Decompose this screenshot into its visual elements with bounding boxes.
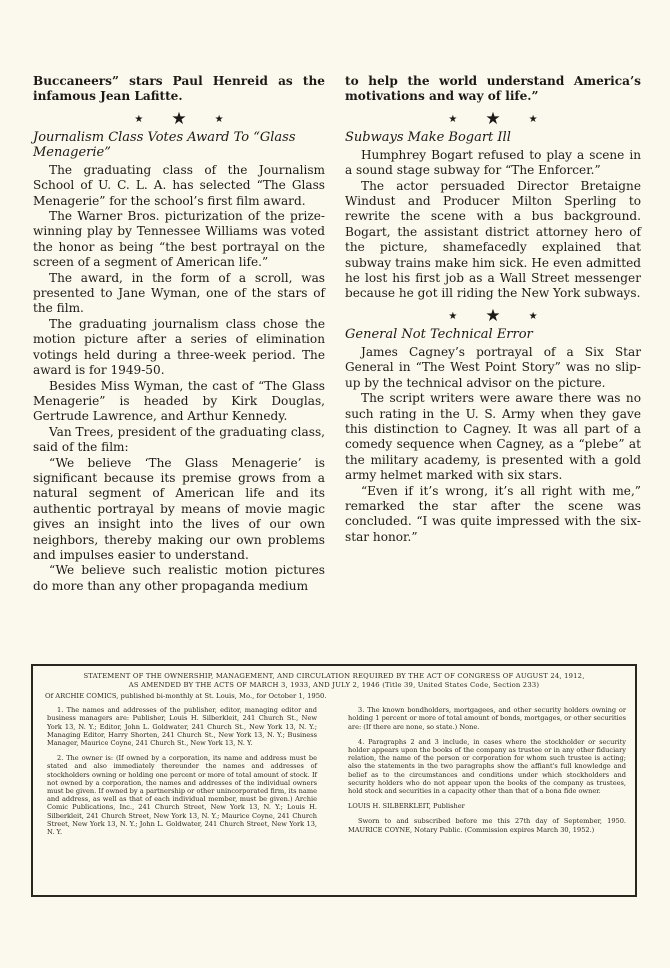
paragraph: The graduating class of the Journalism School of U. C. L. A. has selected “The Glass Menagerie” for the school’s first film award. xyxy=(33,162,325,208)
statement-right-column xyxy=(348,706,626,841)
article-heading: General Not Technical Error xyxy=(345,326,533,342)
paragraph: “We believe such realistic motion pictures do more than any other propaganda medium xyxy=(33,563,325,593)
left-column xyxy=(33,74,325,594)
statement-item: 3. The known bondholders, mortgagees, and other security holders owning or holding 1 percent or more of total amount of bonds, mortgages, or other securities are: (If there are none, so state.) None. xyxy=(348,706,626,731)
statement-item: 2. The owner is: (If owned by a corporation, its name and address must be stated and also immediately thereunder the names and addresses of stockholders owning or holding one percent or more of total amount of stock. If not owned by a corporation, the names and addresses of the individual owners must be given. If owned by a partnership or other unincorporated firm, its name and address, as well as that of each individual member, must be given.) Archie Comic Publications, Inc., 241 Church Street, New York 13, N. Y.; Louis H. Silberkleit, 241 Church Street, New York 13, N. Y.; Maurice Coyne, 241 Church Street, New York 13, N. Y.; John L. Goldwater, 241 Church Street, New York 13, N. Y. xyxy=(47,754,317,837)
star-icon: ★ xyxy=(528,113,538,125)
star-icon: ★ xyxy=(134,113,144,125)
statement-left-column xyxy=(47,706,317,843)
paragraph: Van Trees, president of the graduating class, said of the film: xyxy=(33,424,325,455)
paragraph: The actor persuaded Director Bretaigne Windust and Producer Milton Sperling to rewrite the scene with a bus background. Bogart, the assistant district attorney hero of the picture, shamefacedly explained that subway trains make him sick. He even admitted he lost his first job as a Wall Street messenger because he got ill riding the New York subways. xyxy=(345,178,641,301)
star-icon: ★ xyxy=(214,113,224,125)
publisher-signature: LOUIS H. SILBERKLEIT, Publisher xyxy=(348,802,465,811)
statement-title: STATEMENT OF THE OWNERSHIP, MANAGEMENT, AND CIRCULATION REQUIRED BY THE ACT OF CONGRESS OF AUGUST 24, 1912, xyxy=(83,672,585,680)
paragraph: “We believe ‘The Glass Menagerie’ is significant because its premise grows from a natural segment of American life and its authentic portrayal by means of movie magic gives an insight into the lives of our own neighbors, thereby making our own problems and impulses easier to understand. xyxy=(33,455,325,562)
article-heading: Journalism Class Votes Award To “Glass Menagerie” xyxy=(33,129,296,160)
paragraph: “Even if it’s wrong, it’s all right with me,” remarked the star after the scene was concluded. “I was quite impressed with the six-star honor.” xyxy=(345,483,641,544)
statement-body xyxy=(45,706,626,886)
paragraph: The graduating journalism class chose the motion picture after a series of elimination votings held during a three-week period. The award is for 1949-50. xyxy=(33,316,325,378)
paragraph: The award, in the form of a scroll, was presented to Jane Wyman, one of the stars of the film. xyxy=(33,270,325,316)
statement-item: 1. The names and addresses of the publisher, editor, managing editor and business managers are: Publisher, Louis H. Silberkleit, 241 Church St., New York 13, N. Y.; Editor, John L. Goldwater, 241 Church St., New York 13, N. Y.; Managing Editor, Harry Shorten, 241 Church St., New York 13, N. Y.; Business Manager, Maurice Coyne, 241 Church St., New York 13, N. Y. xyxy=(47,706,317,748)
star-icon: ★ xyxy=(448,113,458,125)
paragraph: The Warner Bros. picturization of the prize-winning play by Tennessee Williams was voted the honor as being “the best portrayal on the screen of a segment of American life.” xyxy=(33,209,325,270)
star-icon: ★ xyxy=(448,310,458,322)
statement-item: 4. Paragraphs 2 and 3 include, in cases where the stockholder or security holder appears upon the books of the company as trustee or in any other fiduciary relation, the name of the person or corporation for whom such trustee is acting; also the statements in the two paragraphs show the affiant's full knowledge and belief as to the circumstances and conditions under which stockholders and security holders who do not appear upon the books of the company as trustees, hold stock and securities in a capacity other than that of a bona fide owner. xyxy=(348,737,626,796)
statement-title-2: AS AMENDED BY THE ACTS OF MARCH 3, 1933, AND JULY 2, 1946 (Title 39, United States Code, Section 233) xyxy=(128,681,540,689)
right-column xyxy=(345,74,641,545)
star-icon: ★ xyxy=(485,305,501,326)
star-divider xyxy=(345,302,641,326)
article-columns xyxy=(33,74,641,593)
ownership-statement-box xyxy=(31,664,637,897)
article-heading: Subways Make Bogart Ill xyxy=(345,129,511,145)
star-icon: ★ xyxy=(528,310,538,322)
right-intro: to help the world understand America’s motivations and way of life.” xyxy=(345,74,641,104)
paragraph: Humphrey Bogart refused to play a scene in a sound stage subway for “The Enforcer.” xyxy=(345,147,641,178)
star-divider xyxy=(345,105,641,129)
left-intro: Buccaneers” stars Paul Henreid as the infamous Jean Lafitte. xyxy=(33,74,325,104)
paragraph: Besides Miss Wyman, the cast of “The Glass Menagerie” is headed by Kirk Douglas, Gertrude Lawrence, and Arthur Kennedy. xyxy=(33,378,325,424)
star-icon: ★ xyxy=(485,108,501,129)
paragraph: James Cagney’s portrayal of a Six Star General in “The West Point Story” was no slip-up by the technical advisor on the picture. xyxy=(345,344,641,390)
star-divider xyxy=(33,105,325,129)
statement-subtitle: Of ARCHIE COMICS, published bi-monthly at St. Louis, Mo., for October 1, 1950. xyxy=(45,692,327,700)
star-icon: ★ xyxy=(171,108,187,129)
notary-statement: Sworn to and subscribed before me this 27th day of September, 1950. MAURICE COYNE, Notary Public. (Commission expires March 30, 1952.) xyxy=(348,817,626,834)
paragraph: The script writers were aware there was no such rating in the U. S. Army when they gave this distinction to Cagney. It was all part of a comedy sequence when Cagney, as a “plebe” at the military academy, is presented with a gold army helmet marked with six stars. xyxy=(345,391,641,483)
